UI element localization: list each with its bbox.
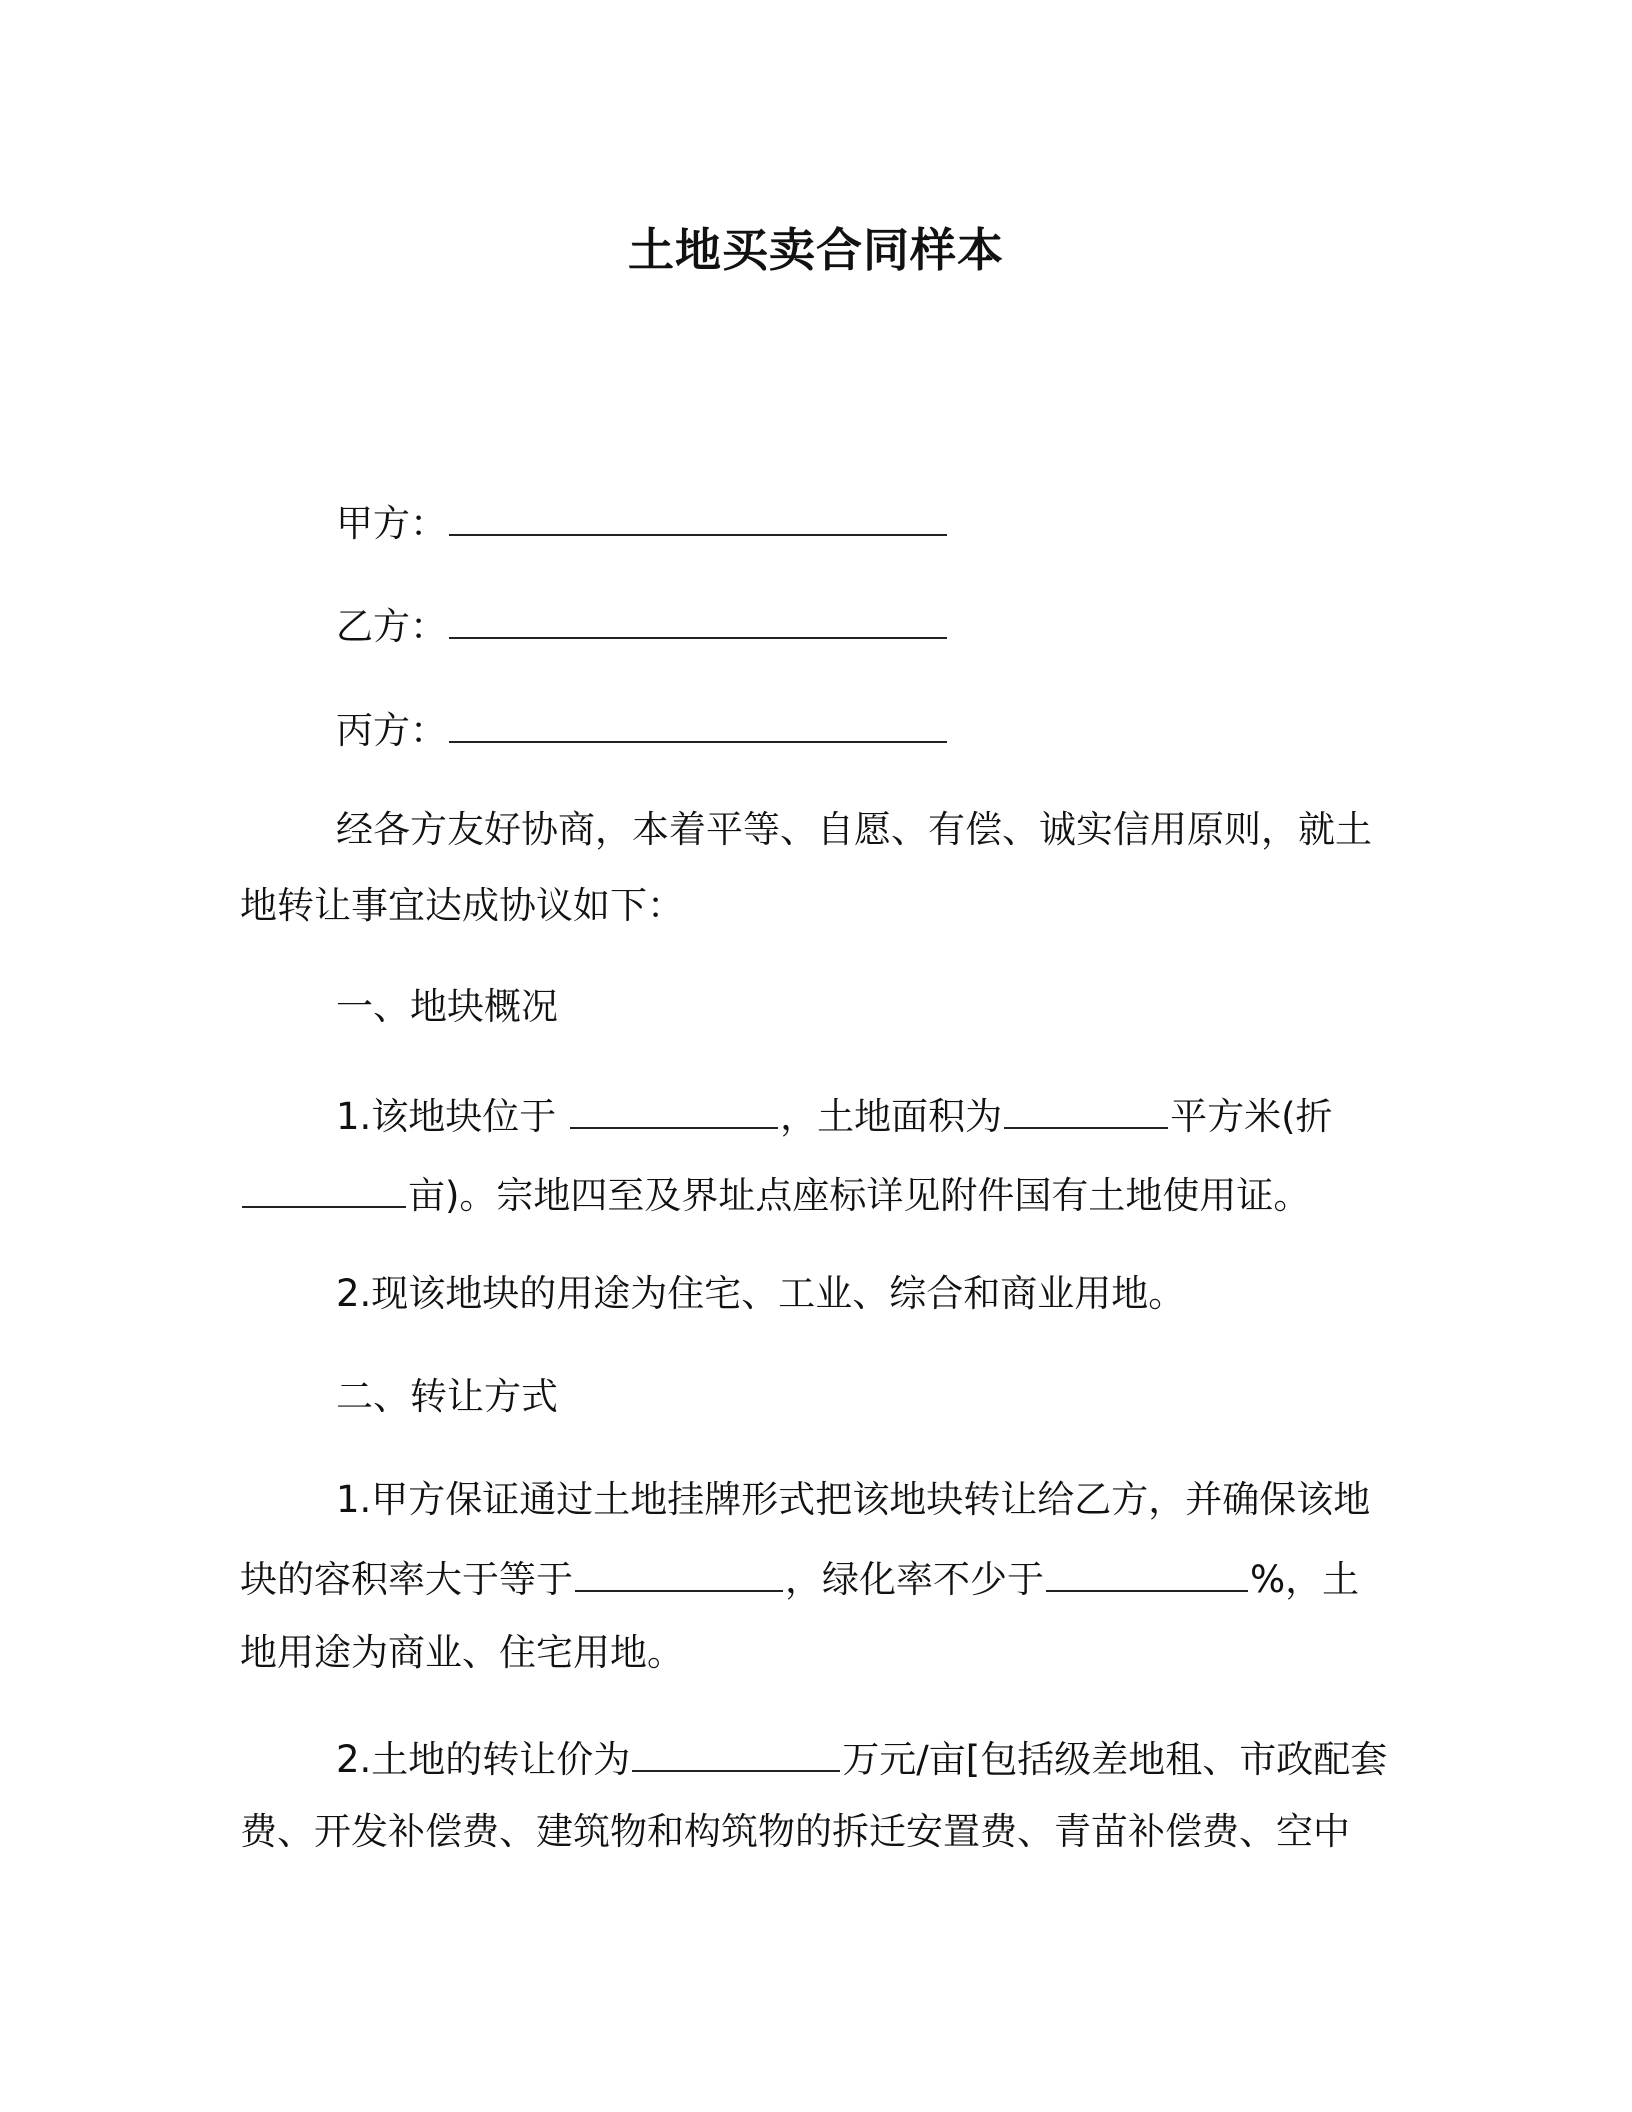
party-b-blank[interactable]: [449, 593, 947, 639]
section-1-item-1-line-2: [240, 1162, 1400, 1226]
party-b-label: 乙方：: [336, 605, 447, 648]
section-2-item-2-line-2: 费、开发补偿费、建筑物和构筑物的拆迁安置费、青苗补偿费、空中: [240, 1810, 1350, 1853]
item-text: ，绿化率不少于: [785, 1558, 1044, 1601]
section-2-item-1-line-1: 1.甲方保证通过土地挂牌形式把该地块转让给乙方，并确保该地: [336, 1478, 1371, 1521]
document-title: 土地买卖合同样本: [628, 223, 1004, 277]
intro-line-2: 地转让事宜达成协议如下：: [240, 884, 684, 927]
item-text: ，土地面积为: [780, 1095, 1003, 1138]
plot-ratio-blank[interactable]: [575, 1546, 783, 1592]
section-2-item-2-line-1: [336, 1726, 1496, 1790]
item-text: 亩)。宗地四至及界址点座标详见附件国有土地使用证。: [408, 1174, 1311, 1217]
item-text: %，土: [1250, 1558, 1360, 1601]
mu-blank[interactable]: [242, 1162, 406, 1208]
party-a-line: [336, 490, 1496, 554]
party-a-label: 甲方：: [336, 502, 447, 545]
area-blank[interactable]: [1004, 1083, 1168, 1129]
section-1-item-2: 2.现该地块的用途为住宅、工业、综合和商业用地。: [336, 1272, 1186, 1315]
price-blank[interactable]: [632, 1726, 840, 1772]
item-text: 块的容积率大于等于: [240, 1558, 573, 1601]
location-blank[interactable]: [570, 1083, 778, 1129]
green-rate-blank[interactable]: [1046, 1546, 1248, 1592]
item-text: 万元/亩[包括级差地租、市政配套: [842, 1738, 1388, 1781]
section-2-item-1-line-2: [240, 1546, 1400, 1610]
section-2-item-1-line-3: 地用途为商业、住宅用地。: [240, 1631, 684, 1674]
party-c-line: [336, 697, 1496, 761]
party-c-label: 丙方：: [336, 709, 447, 752]
section-1-item-1-line-1: [336, 1083, 1496, 1147]
party-a-blank[interactable]: [449, 490, 947, 536]
party-b-line: [336, 593, 1496, 657]
intro-line-1: 经各方友好协商，本着平等、自愿、有偿、诚实信用原则，就土: [336, 808, 1372, 851]
section-1-heading: 一、地块概况: [336, 985, 558, 1028]
item-text: 2.土地的转让价为: [336, 1738, 631, 1781]
item-text: 平方米(折: [1170, 1095, 1333, 1138]
section-2-heading: 二、转让方式: [336, 1375, 558, 1418]
party-c-blank[interactable]: [449, 697, 947, 743]
item-text: 1.该地块位于: [336, 1095, 569, 1138]
